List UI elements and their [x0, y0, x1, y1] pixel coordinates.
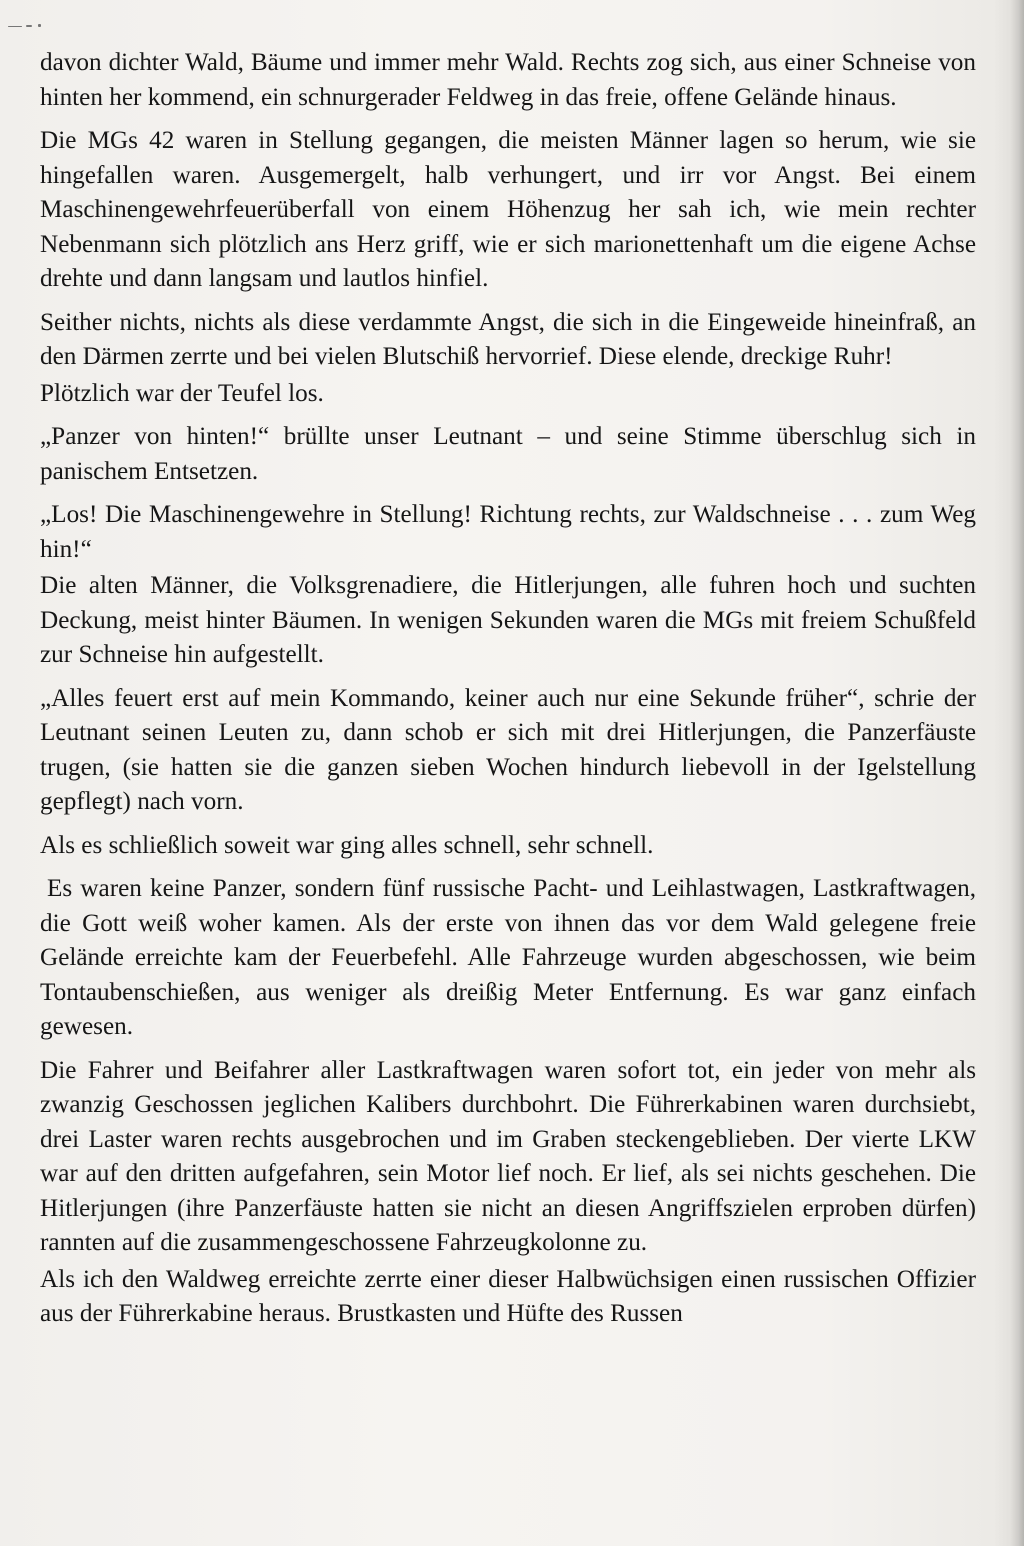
body-text: [40, 46, 976, 1341]
paragraph-tanks-behind: „Panzer von hinten!“ brüllte unser Leutnant – und seine Stimme überschlug sich in panischem Entsetzen.: [40, 423, 976, 485]
paragraph-mg-order: „Los! Die Maschinengewehre in Stellung! Richtung rechts, zur Waldschneise . . . zum Weg hin!“: [40, 501, 976, 563]
page-edge-shadow: [1010, 0, 1024, 1546]
paragraph-fast: Als es schließlich soweit war ging alles schnell, sehr schnell.: [40, 831, 654, 859]
paragraph-trucks: Es waren keine Panzer, sondern fünf russische Pacht- und Leihlastwagen, Lastkraftwagen, die Gott weiß woher kamen. Als der erste von ihnen das vor dem Wald gelegene freie Gelände erreichte kam der Feuerbefehl. Alle Fahrzeuge wurden abgeschossen, wie beim Tontaubenschießen, aus weniger als dreißig Meter Entfernung. Es war ganz einfach gewesen.: [40, 875, 976, 1040]
paragraph-officer: Als ich den Waldweg erreichte zerrte einer dieser Halbwüchsigen einen russischen Offizier aus der Führerkabine heraus. Brustkasten und Hüfte des Russen: [40, 1265, 976, 1327]
paragraph-forest-view: davon dichter Wald, Bäume und immer mehr Wald. Rechts zog sich, aus einer Schneise von hinten her kommend, ein schnurgerader Feldweg in das freie, offene Gelände hinaus.: [40, 49, 976, 111]
paragraph-mg-position: Die MGs 42 waren in Stellung gegangen, die meisten Männer lagen so herum, wie sie hingefallen waren. Ausgemergelt, halb verhungert, und irr vor Angst. Bei einem Maschinengewehrfeuerüberfall von einem Höhenzug her sah ich, wie mein rechter Nebenmann sich plötzlich ans Herz griff, wie er sich marionettenhaft um die eigene Achse drehte und dann langsam und lautlos hinfiel.: [40, 127, 976, 292]
paragraph-fear: Seither nichts, nichts als diese verdammte Angst, die sich in die Eingeweide hineinfraß, an den Därmen zerrte und bei vielen Blutschiß hervorrief. Diese elende, dreckige Ruhr!: [40, 308, 976, 370]
scan-speck: [8, 24, 54, 28]
paragraph-take-cover: Die alten Männer, die Volksgrenadiere, die Hitlerjungen, alle fuhren hoch und suchten Deckung, meist hinter Bäumen. In wenigen Sekunden waren die MGs mit freiem Schußfeld zur Schneise hin aufgestellt.: [40, 572, 976, 668]
paragraph-drivers-dead: Die Fahrer und Beifahrer aller Lastkraftwagen waren sofort tot, ein jeder von mehr als zwanzig Geschossen jeglichen Kalibers durchbohrt. Die Führerkabinen waren durchsiebt, drei Laster waren rechts ausgebrochen und im Graben steckengeblieben. Der vierte LKW war auf den dritten aufgefahren, sein Motor lief noch. Er lief, als sei nichts geschehen. Die Hitlerjungen (ihre Panzerfäuste hatten sie nicht an diesen Angriffszielen erproben dürfen) rannten auf die zusammengeschossene Fahrzeugkolonne zu.: [40, 1056, 976, 1256]
paragraph-fire-command: „Alles feuert erst auf mein Kommando, keiner auch nur eine Sekunde früher“, schrie der Leutnant seinen Leuten zu, dann schob er sich mit drei Hitlerjungen, die Panzerfäuste trugen, (sie hatten sie die ganzen sieben Wochen hindurch liebevoll in der Igelstellung gepflegt) nach vorn.: [40, 684, 976, 815]
paragraph-devil-loose: Plötzlich war der Teufel los.: [40, 379, 324, 407]
